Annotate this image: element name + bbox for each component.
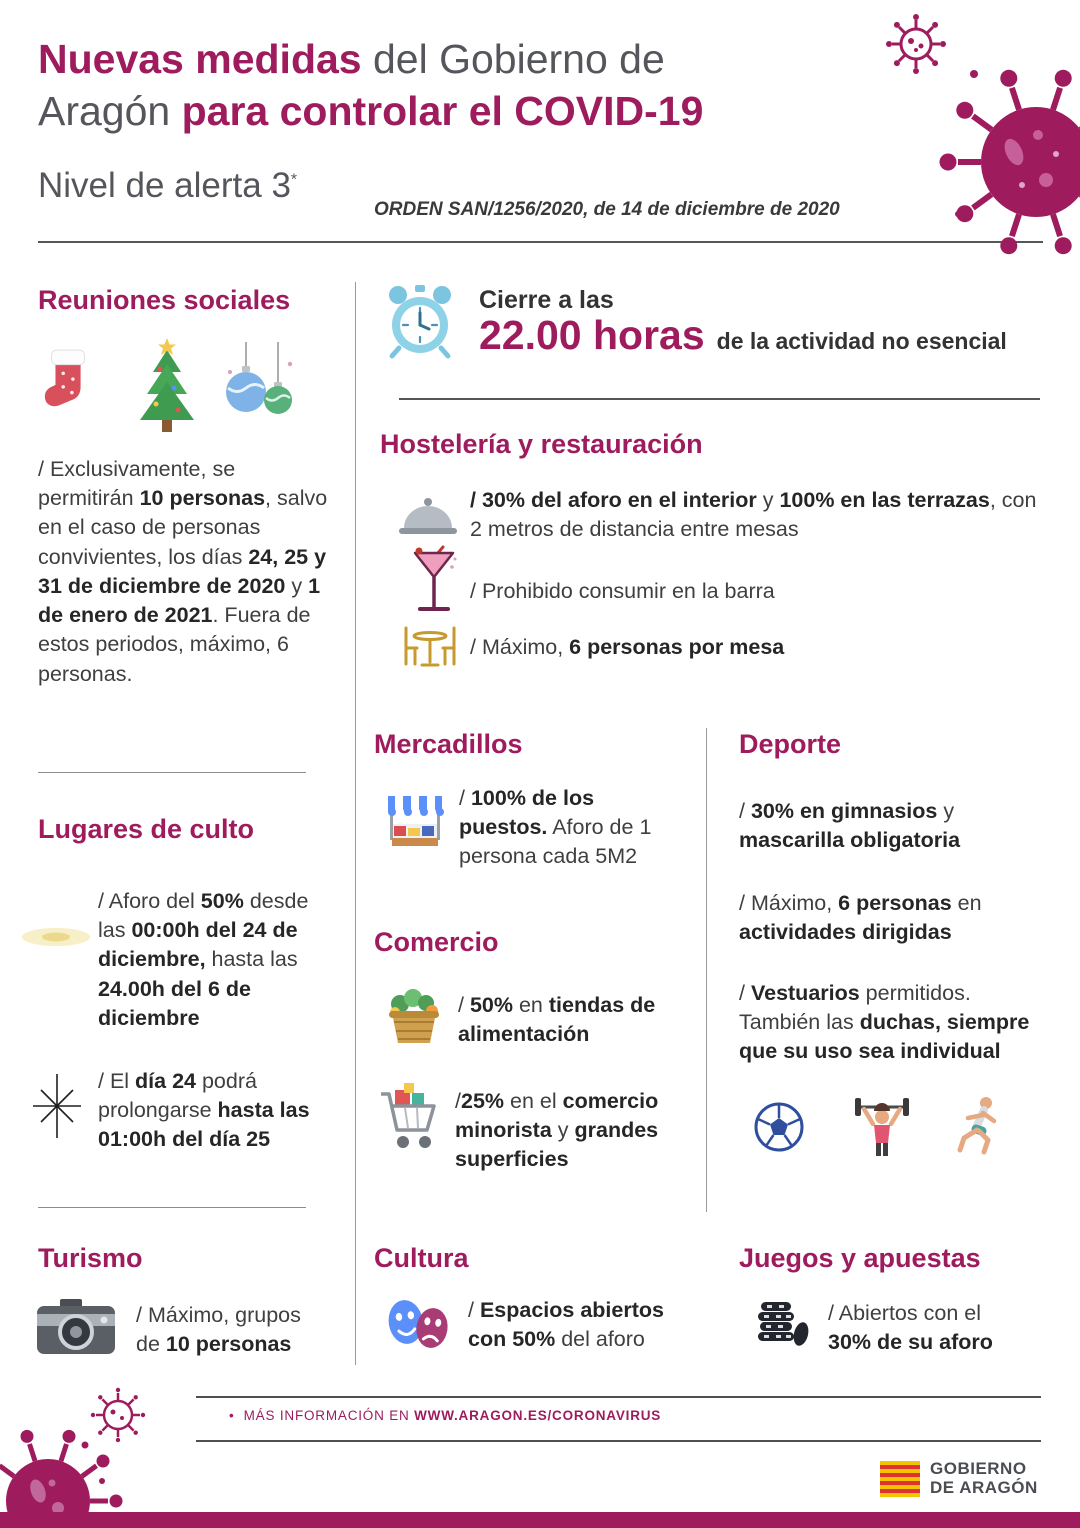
logo-line-2: DE ARAGÓN <box>930 1477 1038 1497</box>
hosteleria-item-3-text: / Máximo, 6 personas por mesa <box>470 635 785 659</box>
hosteleria-item-1-text: / 30% del aforo en el interior y 100% en las terrazas, con 2 metros de distancia entre mesas <box>470 488 1037 542</box>
heading-hosteleria: Hostelería y restauración <box>380 429 703 459</box>
heading-lugares-de-culto: Lugares de culto <box>38 814 255 844</box>
cocktail-icon <box>410 545 458 619</box>
runner-icon <box>950 1094 1006 1158</box>
column-divider-left <box>355 282 356 1365</box>
mercadillos-body-text: / 100% de los puestos. Aforo de 1 persona cada 5M2 <box>459 786 652 869</box>
alarm-clock-icon <box>381 282 459 360</box>
heading-cultura: Cultura <box>374 1243 469 1273</box>
christmas-ornaments-icon <box>222 342 298 432</box>
soccer-ball-icon <box>752 1100 806 1154</box>
coronavirus-icon-bottom-left <box>0 1383 170 1528</box>
cierre-suffix: de la actividad no esencial <box>716 328 1007 354</box>
column-divider-middle <box>706 728 707 1212</box>
comercio-item-1-text: / 50% en tiendas de alimentación <box>458 993 656 1047</box>
reuniones-body-text: / Exclusivamente, se permitirán 10 personas, salvo en el caso de personas convivientes, los días 24, 25 y 31 de diciembre de 2020 y 1 de enero de 2021. Fuera de estos periodos, máximo, 6 personas. <box>38 457 328 686</box>
weightlifter-icon <box>852 1094 912 1158</box>
christmas-tree-icon <box>126 336 208 434</box>
cierre-time-line <box>479 312 1007 359</box>
turismo-body-text: / Máximo, grupos de 10 personas <box>136 1303 301 1357</box>
alert-asterisk: * <box>290 171 298 189</box>
bottom-accent-bar <box>0 1512 1080 1528</box>
shopping-cart-icon <box>377 1082 443 1158</box>
heading-deporte: Deporte <box>739 729 842 759</box>
deporte-item-1-text: / 30% en gimnasios y mascarilla obligatoria <box>739 799 961 853</box>
alert-level: Nivel de alerta 3* <box>38 166 298 205</box>
footer-info-url[interactable]: WWW.ARAGON.ES/CORONAVIRUS <box>414 1408 662 1423</box>
footer-info-prefix: MÁS INFORMACIÓN EN <box>243 1408 415 1423</box>
gobierno-de-aragon-logo <box>880 1460 1038 1497</box>
theater-masks-icon <box>381 1294 455 1356</box>
food-basket-icon <box>383 986 445 1050</box>
poker-chips-icon <box>752 1296 810 1352</box>
market-stall-icon <box>382 790 448 852</box>
camera-icon <box>36 1298 116 1356</box>
heading-comercio: Comercio <box>374 927 499 957</box>
order-reference: ORDEN SAN/1256/2020, de 14 de diciembre de 2020 <box>374 199 840 220</box>
left-divider-2 <box>38 1207 306 1208</box>
left-divider-1 <box>38 772 306 773</box>
aragon-flag-icon <box>880 1461 920 1497</box>
cultura-body-text: / Espacios abiertos con 50% del aforo <box>468 1298 664 1352</box>
heading-reuniones-sociales: Reuniones sociales <box>38 285 291 315</box>
cierre-divider <box>399 398 1040 400</box>
footer-divider-bottom <box>196 1440 1041 1442</box>
page-title <box>38 34 703 137</box>
logo-line-1: GOBIERNO <box>930 1459 1027 1478</box>
footer-info-text <box>229 1408 661 1423</box>
heading-turismo: Turismo <box>38 1243 143 1273</box>
culto-item-1-text: / Aforo del 50% desde las 00:00h del 24 de diciembre, hasta las 24.00h del 6 de diciembre <box>98 889 309 1030</box>
candle-glow-icon <box>18 922 94 952</box>
comercio-item-2-text: /25% en el comercio minorista y grandes superficies <box>455 1089 659 1172</box>
footer-bullet: • <box>229 1408 235 1423</box>
star-icon <box>28 1072 86 1140</box>
logo-text <box>930 1460 1038 1497</box>
footer-divider-top <box>196 1396 1041 1398</box>
cierre-time: 22.00 horas <box>479 312 705 358</box>
deporte-item-3-text: / Vestuarios permitidos. También las duchas, siempre que su uso sea individual <box>739 981 1030 1064</box>
cierre-intro-text: Cierre a las <box>479 286 614 314</box>
juegos-body-text: / Abiertos con el 30% de su aforo <box>828 1301 993 1355</box>
heading-juegos-y-apuestas: Juegos y apuestas <box>739 1243 981 1273</box>
deporte-item-2-text: / Máximo, 6 personas en actividades dirigidas <box>739 891 982 945</box>
title-line-2: Aragón para controlar el COVID-19 <box>38 87 704 134</box>
serving-cloche-icon <box>396 490 460 544</box>
table-chairs-icon <box>397 624 463 672</box>
culto-item-2-text: / El día 24 podrá prolongarse hasta las 01:00h del día 25 <box>98 1069 310 1152</box>
coronavirus-icon-top-right <box>876 2 1080 270</box>
hosteleria-item-2-text: / Prohibido consumir en la barra <box>470 579 775 603</box>
christmas-stocking-icon <box>40 344 98 422</box>
title-line-1: Nuevas medidas del Gobierno de <box>38 36 665 82</box>
heading-mercadillos: Mercadillos <box>374 729 523 759</box>
